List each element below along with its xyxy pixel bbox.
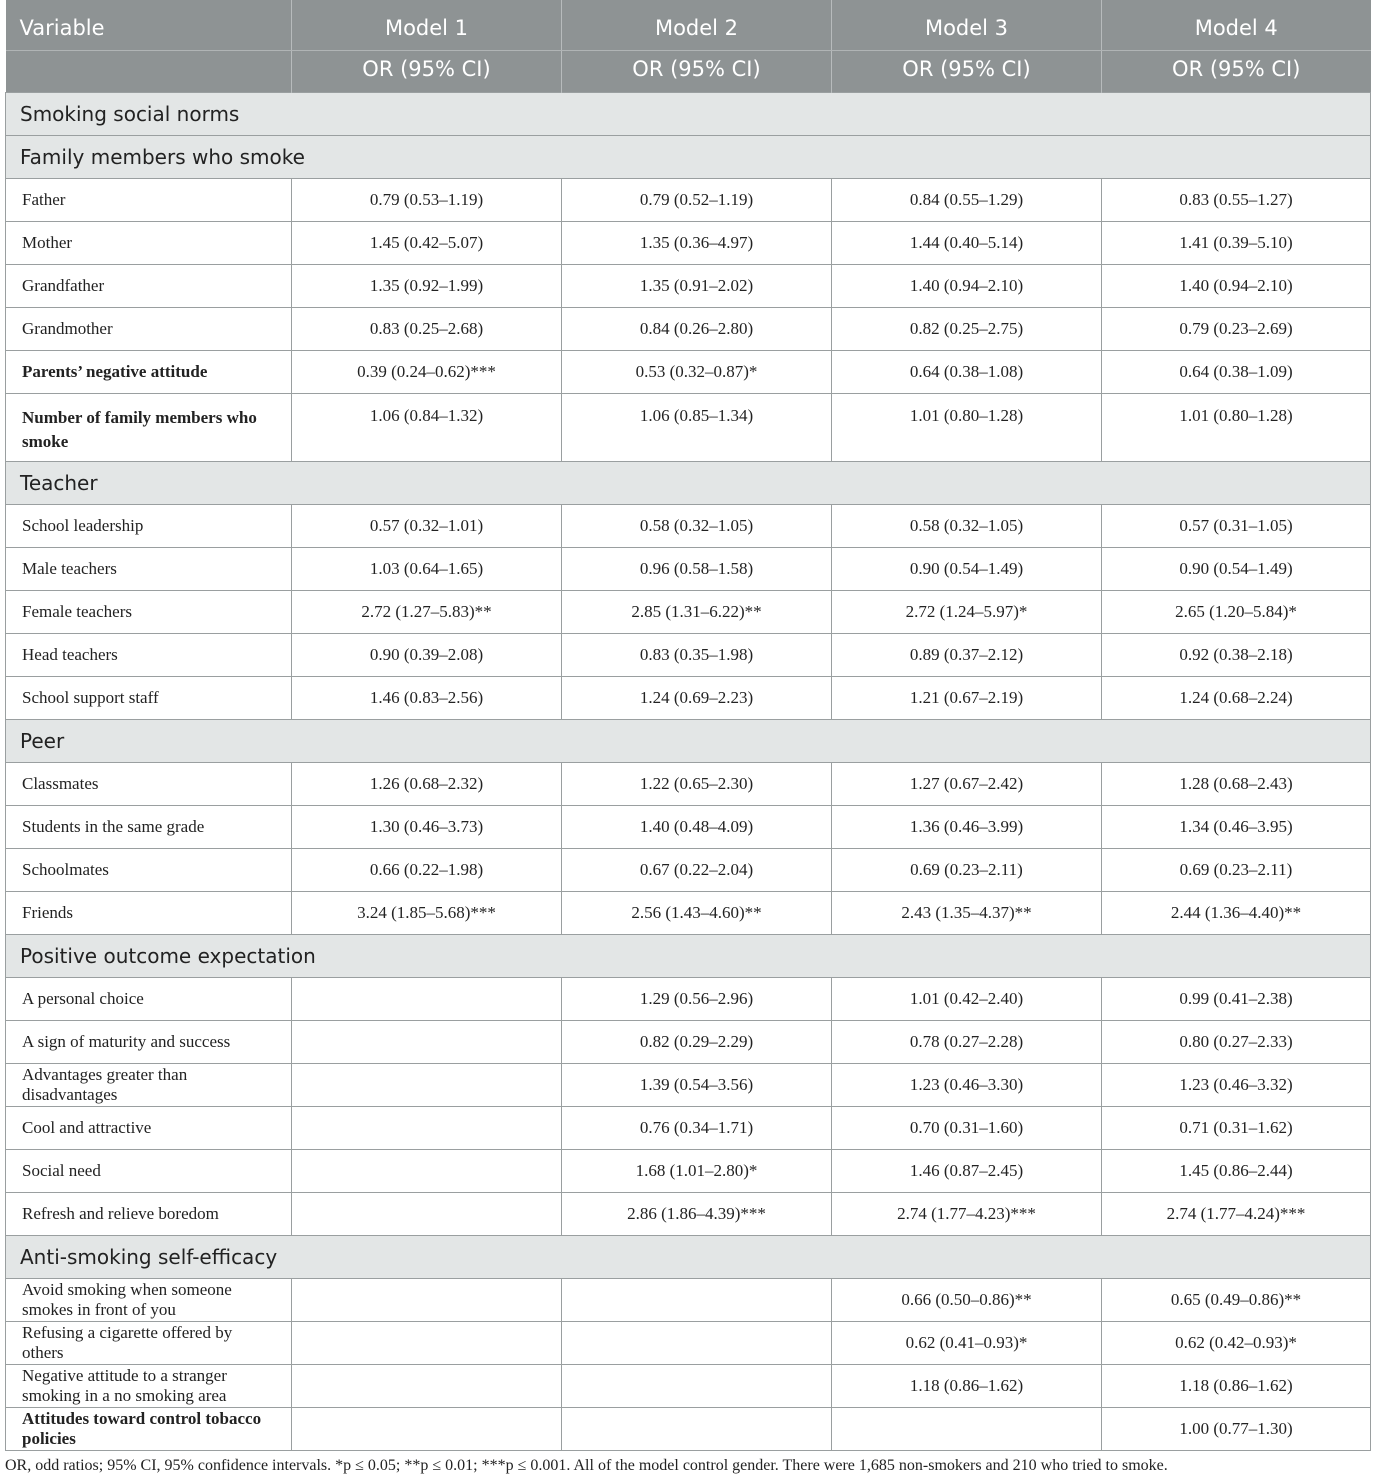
model-2-value-cell: 0.76 (0.34–1.71) [562,1106,832,1149]
model-4-value-cell: 0.80 (0.27–2.33) [1102,1020,1371,1063]
model-1-value-cell: 1.45 (0.42–5.07) [292,221,562,264]
model-4-value-cell: 1.00 (0.77–1.30) [1102,1407,1371,1450]
model-1-value-cell [292,1278,562,1321]
model-2-value-cell: 1.22 (0.65–2.30) [562,762,832,805]
row-label: Social need [6,1149,292,1192]
table-row [6,633,1371,676]
table-row [6,1278,1371,1321]
model-1-value-cell [292,1063,562,1106]
model-4-value-cell: 0.99 (0.41–2.38) [1102,977,1371,1020]
model-3-value-cell: 2.43 (1.35–4.37)** [832,891,1102,934]
model-2-value-cell: 1.39 (0.54–3.56) [562,1063,832,1106]
model-4-value-cell: 0.65 (0.49–0.86)** [1102,1278,1371,1321]
model-1-value-cell: 1.03 (0.64–1.65) [292,547,562,590]
model-2-value-cell [562,1364,832,1407]
table-row [6,762,1371,805]
section-title-row: Smoking social norms [6,92,1371,135]
row-label: Classmates [6,762,292,805]
row-label: Father [6,178,292,221]
model-1-value-cell [292,977,562,1020]
row-label: Head teachers [6,633,292,676]
model-1-value-cell: 0.57 (0.32–1.01) [292,504,562,547]
row-label: Refusing a cigarette offered by others [6,1321,292,1364]
model-2-header: Model 2 [562,0,832,50]
model-2-value-cell: 0.53 (0.32–0.87)* [562,350,832,393]
model-2-value-cell [562,1407,832,1450]
model-3-value-cell: 0.84 (0.55–1.29) [832,178,1102,221]
model-4-value-cell: 1.24 (0.68–2.24) [1102,676,1371,719]
model-4-value-cell: 0.79 (0.23–2.69) [1102,307,1371,350]
model-1-value-cell: 0.39 (0.24–0.62)*** [292,350,562,393]
row-label: A sign of maturity and success [6,1020,292,1063]
model-1-value-cell [292,1106,562,1149]
model-2-value-cell: 0.96 (0.58–1.58) [562,547,832,590]
table-row [6,1106,1371,1149]
model-4-value-cell: 2.65 (1.20–5.84)* [1102,590,1371,633]
model-1-value-cell [292,1321,562,1364]
group-header-row: Peer [6,719,1371,762]
model-3-value-cell: 2.72 (1.24–5.97)* [832,590,1102,633]
model-1-value-cell: 0.66 (0.22–1.98) [292,848,562,891]
model-1-value-cell: 0.90 (0.39–2.08) [292,633,562,676]
model-3-value-cell: 1.46 (0.87–2.45) [832,1149,1102,1192]
model-3-value-cell: 0.62 (0.41–0.93)* [832,1321,1102,1364]
model-4-value-cell: 1.34 (0.46–3.95) [1102,805,1371,848]
row-label: Cool and attractive [6,1106,292,1149]
model-3-value-cell: 0.69 (0.23–2.11) [832,848,1102,891]
model-4-value-cell: 0.64 (0.38–1.09) [1102,350,1371,393]
table-row [6,1063,1371,1106]
row-label: Advantages greater than disadvantages [6,1063,292,1106]
table-row [6,178,1371,221]
group-header-row: Positive outcome expectation [6,934,1371,977]
table-body [6,92,1371,1450]
model-4-value-cell: 1.28 (0.68–2.43) [1102,762,1371,805]
model-3-value-cell: 0.70 (0.31–1.60) [832,1106,1102,1149]
model-2-value-cell [562,1321,832,1364]
group-header-row: Family members who smoke [6,135,1371,178]
model-1-subheader: OR (95% CI) [292,50,562,92]
regression-table-document [5,0,1370,1475]
row-label: Number of family members who smoke [6,393,292,461]
table-row [6,1020,1371,1063]
model-1-value-cell [292,1020,562,1063]
row-label: Schoolmates [6,848,292,891]
variable-column-header: Variable [6,0,292,50]
table-row [6,805,1371,848]
model-1-value-cell: 1.30 (0.46–3.73) [292,805,562,848]
row-label: Grandmother [6,307,292,350]
row-label: Students in the same grade [6,805,292,848]
model-4-subheader: OR (95% CI) [1102,50,1371,92]
table-header [6,0,1371,92]
model-1-value-cell [292,1149,562,1192]
model-2-value-cell: 2.86 (1.86–4.39)*** [562,1192,832,1235]
model-2-value-cell: 0.79 (0.52–1.19) [562,178,832,221]
model-3-value-cell: 2.74 (1.77–4.23)*** [832,1192,1102,1235]
table-row [6,676,1371,719]
model-2-subheader: OR (95% CI) [562,50,832,92]
model-3-value-cell: 0.82 (0.25–2.75) [832,307,1102,350]
model-1-value-cell: 2.72 (1.27–5.83)** [292,590,562,633]
table-row [6,504,1371,547]
group-header-row: Teacher [6,461,1371,504]
table-row [6,1321,1371,1364]
table-row [6,977,1371,1020]
model-4-value-cell: 2.44 (1.36–4.40)** [1102,891,1371,934]
model-4-value-cell: 1.01 (0.80–1.28) [1102,393,1371,461]
model-4-value-cell: 2.74 (1.77–4.24)*** [1102,1192,1371,1235]
model-4-value-cell: 1.45 (0.86–2.44) [1102,1149,1371,1192]
group-header-row: Anti-smoking self-efficacy [6,1235,1371,1278]
row-label: School support staff [6,676,292,719]
model-3-value-cell: 1.27 (0.67–2.42) [832,762,1102,805]
model-3-value-cell: 0.58 (0.32–1.05) [832,504,1102,547]
table-row [6,1192,1371,1235]
model-3-header: Model 3 [832,0,1102,50]
model-3-value-cell: 1.36 (0.46–3.99) [832,805,1102,848]
model-4-header: Model 4 [1102,0,1371,50]
model-2-value-cell: 1.24 (0.69–2.23) [562,676,832,719]
row-label: Male teachers [6,547,292,590]
model-4-value-cell: 0.71 (0.31–1.62) [1102,1106,1371,1149]
row-label: Refresh and relieve boredom [6,1192,292,1235]
table-row [6,393,1371,461]
model-1-value-cell [292,1407,562,1450]
table-row [6,264,1371,307]
odds-ratio-table [5,0,1371,1451]
model-1-value-cell: 1.26 (0.68–2.32) [292,762,562,805]
model-2-value-cell: 0.84 (0.26–2.80) [562,307,832,350]
model-4-value-cell: 0.69 (0.23–2.11) [1102,848,1371,891]
table-row [6,1364,1371,1407]
row-label: School leadership [6,504,292,547]
model-2-value-cell: 0.83 (0.35–1.98) [562,633,832,676]
row-label: A personal choice [6,977,292,1020]
model-2-value-cell: 2.85 (1.31–6.22)** [562,590,832,633]
model-4-value-cell: 1.40 (0.94–2.10) [1102,264,1371,307]
model-3-value-cell: 1.23 (0.46–3.30) [832,1063,1102,1106]
model-2-value-cell: 1.06 (0.85–1.34) [562,393,832,461]
model-1-value-cell: 1.46 (0.83–2.56) [292,676,562,719]
model-3-value-cell: 0.90 (0.54–1.49) [832,547,1102,590]
model-3-value-cell: 1.21 (0.67–2.19) [832,676,1102,719]
model-1-header: Model 1 [292,0,562,50]
model-3-value-cell: 1.44 (0.40–5.14) [832,221,1102,264]
model-3-value-cell: 1.18 (0.86–1.62) [832,1364,1102,1407]
model-4-value-cell: 1.18 (0.86–1.62) [1102,1364,1371,1407]
model-1-value-cell: 0.79 (0.53–1.19) [292,178,562,221]
row-label: Negative attitude to a stranger smoking in a no smoking area [6,1364,292,1407]
model-2-value-cell: 0.58 (0.32–1.05) [562,504,832,547]
table-row [6,891,1371,934]
model-4-value-cell: 0.57 (0.31–1.05) [1102,504,1371,547]
table-row [6,350,1371,393]
model-2-value-cell: 1.40 (0.48–4.09) [562,805,832,848]
row-label: Grandfather [6,264,292,307]
table-row [6,1149,1371,1192]
model-4-value-cell: 1.23 (0.46–3.32) [1102,1063,1371,1106]
table-row [6,590,1371,633]
model-2-value-cell: 2.56 (1.43–4.60)** [562,891,832,934]
variable-subheader-blank [6,50,292,92]
model-2-value-cell: 1.68 (1.01–2.80)* [562,1149,832,1192]
model-2-value-cell: 1.35 (0.91–2.02) [562,264,832,307]
model-3-value-cell: 1.01 (0.80–1.28) [832,393,1102,461]
model-3-value-cell: 0.64 (0.38–1.08) [832,350,1102,393]
model-3-value-cell [832,1407,1102,1450]
model-1-value-cell [292,1364,562,1407]
model-2-value-cell [562,1278,832,1321]
model-2-value-cell: 0.67 (0.22–2.04) [562,848,832,891]
model-1-value-cell: 1.35 (0.92–1.99) [292,264,562,307]
row-label: Attitudes toward control tobacco policies [6,1407,292,1450]
model-4-value-cell: 0.83 (0.55–1.27) [1102,178,1371,221]
row-label: Friends [6,891,292,934]
table-footnote: OR, odd ratios; 95% CI, 95% confidence intervals. *p ≤ 0.05; **p ≤ 0.01; ***p ≤ 0.001. All of the model control gender. There were 1,685 non-smokers and 210 who tried to smoke. [5,1456,1168,1474]
row-label: Female teachers [6,590,292,633]
model-4-value-cell: 0.92 (0.38–2.18) [1102,633,1371,676]
row-label: Parents’ negative attitude [6,350,292,393]
model-4-value-cell: 0.62 (0.42–0.93)* [1102,1321,1371,1364]
model-1-value-cell: 1.06 (0.84–1.32) [292,393,562,461]
model-3-value-cell: 0.89 (0.37–2.12) [832,633,1102,676]
row-label: Mother [6,221,292,264]
model-1-value-cell [292,1192,562,1235]
model-2-value-cell: 0.82 (0.29–2.29) [562,1020,832,1063]
table-row [6,547,1371,590]
model-1-value-cell: 0.83 (0.25–2.68) [292,307,562,350]
model-2-value-cell: 1.35 (0.36–4.97) [562,221,832,264]
model-3-value-cell: 1.40 (0.94–2.10) [832,264,1102,307]
table-row [6,1407,1371,1450]
model-4-value-cell: 1.41 (0.39–5.10) [1102,221,1371,264]
model-3-subheader: OR (95% CI) [832,50,1102,92]
model-1-value-cell: 3.24 (1.85–5.68)*** [292,891,562,934]
table-row [6,848,1371,891]
model-2-value-cell: 1.29 (0.56–2.96) [562,977,832,1020]
model-3-value-cell: 0.78 (0.27–2.28) [832,1020,1102,1063]
row-label: Avoid smoking when someone smokes in front of you [6,1278,292,1321]
table-row [6,221,1371,264]
model-3-value-cell: 1.01 (0.42–2.40) [832,977,1102,1020]
model-3-value-cell: 0.66 (0.50–0.86)** [832,1278,1102,1321]
table-row [6,307,1371,350]
model-4-value-cell: 0.90 (0.54–1.49) [1102,547,1371,590]
